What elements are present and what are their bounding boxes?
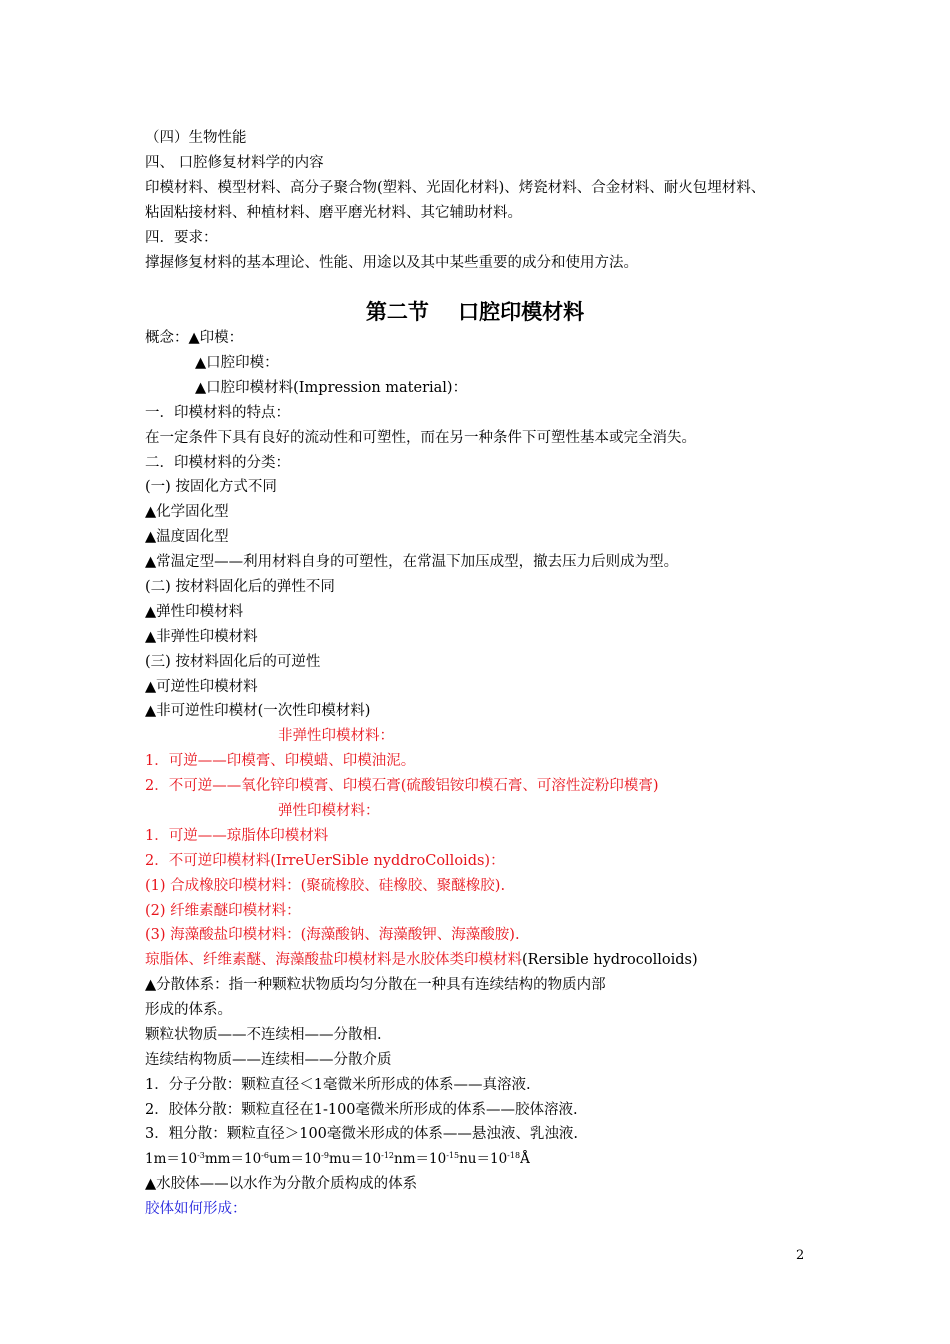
text-line: ▲可逆性印模材料 — [145, 679, 258, 695]
text-line: 粘固粘接材料、种植材料、磨平磨光材料、其它辅助材料。 — [145, 205, 522, 221]
text-line: 3．粗分散：颗粒直径＞100毫微米形成的体系——悬浊液、乳浊液. — [145, 1126, 579, 1142]
text-line: 连续结构物质——连续相——分散介质 — [145, 1052, 392, 1068]
text-line: ▲化学固化型 — [145, 504, 229, 520]
text-line: ▲常温定型——利用材料自身的可塑性，在常温下加压成型，撤去压力后则成为型。 — [145, 554, 679, 570]
red-line: (1) 合成橡胶印模材料：(聚硫橡胶、硅橡胶、聚醚橡胶). — [145, 878, 506, 894]
text-line: 在一定条件下具有良好的流动性和可塑性，而在另一种条件下可塑性基本或完全消失。 — [145, 430, 696, 446]
black-text: (Rersible hydrocolloids) — [522, 952, 698, 968]
text-line: 二．印模材料的分类： — [145, 455, 290, 471]
text-line: 一．印模材料的特点： — [145, 405, 290, 421]
text-line: (二) 按材料固化后的弹性不同 — [145, 579, 335, 595]
text-line: 形成的体系。 — [145, 1002, 232, 1018]
text-line: 1．分子分散：颗粒直径＜1毫微米所形成的体系——真溶液. — [145, 1077, 531, 1093]
section-title: 第二节 口腔印模材料 — [365, 299, 585, 324]
page-number: 2 — [796, 1248, 805, 1263]
concept-label: 概念：▲印模： — [145, 330, 244, 346]
text-line: （四）生物性能 — [145, 130, 247, 146]
text-line: ▲水胶体——以水作为分散介质构成的体系 — [145, 1176, 418, 1192]
mixed-line — [145, 950, 698, 970]
text-line: 撑握修复材料的基本理论、性能、用途以及其中某些重要的成分和使用方法。 — [145, 255, 638, 271]
text-line: 印模材料、模型材料、高分子聚合物(塑料、光固化材料)、烤瓷材料、合金材料、耐火包埋材料、 — [145, 180, 766, 196]
red-line: 2．不可逆印模材料(IrreUerSible nyddroColloids)： — [145, 853, 505, 869]
concept-item: ▲口腔印模： — [195, 355, 279, 371]
text-line: ▲弹性印模材料 — [145, 604, 244, 620]
text-line: (三) 按材料固化后的可逆性 — [145, 654, 321, 670]
text-line: (一) 按固化方式不同 — [145, 479, 277, 495]
red-line: (2) 纤维素醚印模材料： — [145, 903, 301, 919]
text-line: ▲温度固化型 — [145, 529, 229, 545]
text-line: 颗粒状物质——不连续相——分散相. — [145, 1027, 382, 1043]
unit-conversion-line: $1m=10^{-3}mm=10^{-6}um=10^{-9}mu=10^{-12}nm=10^{-15}nu=10^{-18}Å$ — [145, 1151, 530, 1167]
text-line: ▲非弹性印模材料 — [145, 629, 258, 645]
text-line: 2．胶体分散：颗粒直径在1-100毫微米所形成的体系——胶体溶液. — [145, 1102, 578, 1118]
text-line: ▲非可逆性印模材(一次性印模材料) — [145, 703, 371, 719]
concept-item: ▲口腔印模材料(Impression material)： — [195, 380, 468, 396]
red-line: (3) 海藻酸盐印模材料：(海藻酸钠、海藻酸钾、海藻酸胺). — [145, 927, 520, 943]
blue-heading: 胶体如何形成： — [145, 1201, 247, 1217]
red-line: 2．不可逆——氧化锌印模膏、印模石膏(硫酸铝铵印模石膏、可溶性淀粉印模膏) — [145, 778, 659, 794]
red-text: 琼脂体、纤维素醚、海藻酸盐印模材料是水胶体类印模材料 — [145, 952, 522, 968]
red-line: 1．可逆——印模膏、印模蜡、印模油泥。 — [145, 753, 416, 769]
text-line: 四、 口腔修复材料学的内容 — [145, 155, 324, 171]
red-heading: 弹性印模材料： — [278, 803, 380, 819]
red-line: 1．可逆——琼脂体印模材料 — [145, 828, 329, 844]
text-line: ▲分散体系：指一种颗粒状物质均匀分散在一种具有连续结构的物质内部 — [145, 977, 606, 993]
red-heading: 非弹性印模材料： — [278, 728, 394, 744]
text-line: 四．要求： — [145, 230, 218, 246]
